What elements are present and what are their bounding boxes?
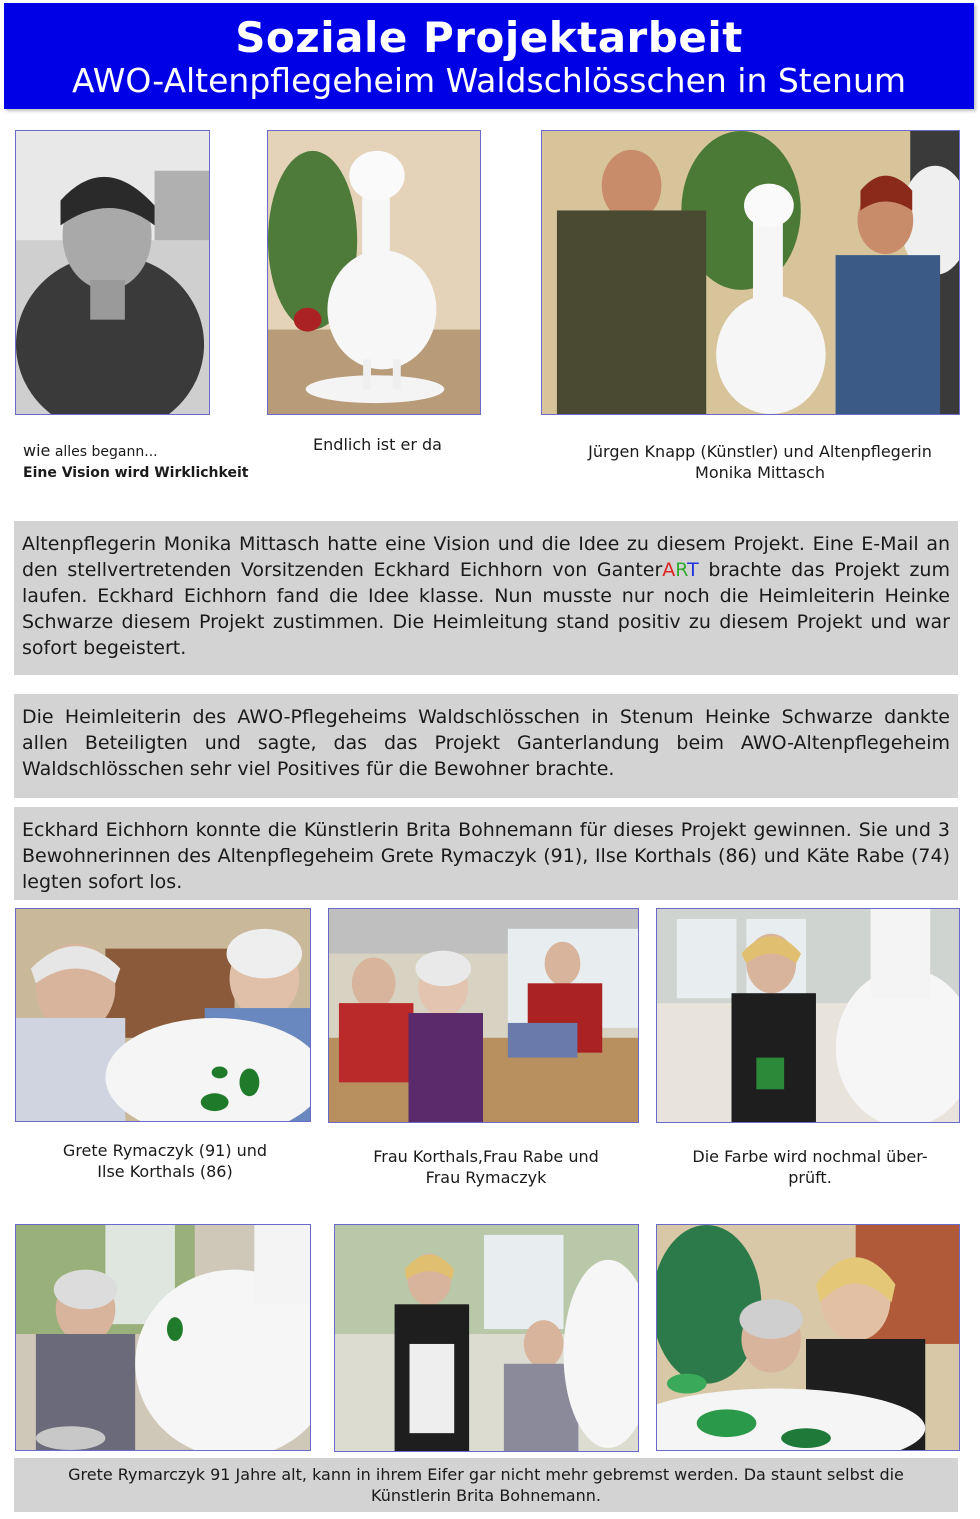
caption-rymaczyk-korthals-line2: Ilse Korthals (86)	[97, 1162, 233, 1181]
text-box-heimleiterin	[14, 694, 958, 798]
photo-artist-checking-paint	[656, 908, 960, 1123]
photo-artist-teaching	[656, 1224, 960, 1451]
page-header	[4, 3, 974, 109]
photo-artist-and-grete	[334, 1224, 639, 1452]
footer-caption-box	[14, 1458, 958, 1512]
caption-vision-rest: alles begann...	[50, 444, 158, 460]
caption-three-women	[333, 1146, 639, 1188]
caption-farbe-line1: Die Farbe wird nochmal über-	[692, 1147, 928, 1166]
caption-rymaczyk-korthals	[15, 1140, 315, 1182]
photo-white-goose-statue	[267, 130, 481, 415]
caption-endlich: Endlich ist er da	[313, 435, 442, 454]
caption-knapp-mittasch-line1: Jürgen Knapp (Künstler) und Altenpflegerin	[588, 442, 932, 461]
caption-three-women-line2: Frau Rymaczyk	[425, 1168, 547, 1187]
caption-vision-bold: Eine Vision wird Wirklichkeit	[23, 465, 249, 481]
text-heimleiterin: Die Heimleiterin des AWO-Pflegeheims Waldschlösschen in Stenum Heinke Schwarze dankte allen Beteiligten und sagte, das das Projekt Ganterlandung beim AWO-Altenpflegeheim Waldschlösschen sehr viel Positives für die Bewohner brachte.	[22, 706, 950, 780]
footer-caption-line2: Künstlerin Brita Bohnemann.	[371, 1486, 601, 1505]
photo-grete-painting	[15, 1224, 311, 1451]
caption-farbe-line2: prüft.	[788, 1168, 832, 1187]
text-box-kuenstlerin	[14, 807, 958, 900]
logo-letter-r: R	[675, 559, 688, 581]
caption-knapp-mittasch-line2: Monika Mittasch	[695, 463, 825, 482]
caption-vision-prefix: wie	[23, 441, 51, 460]
logo-letter-a: A	[662, 559, 676, 581]
page-title: Soziale Projektarbeit	[235, 13, 743, 62]
caption-three-women-line1: Frau Korthals,Frau Rabe und	[373, 1147, 599, 1166]
text-kuenstlerin: Eckhard Eichhorn konnte die Künstlerin Brita Bohnemann für dieses Projekt gewinnen. Sie und 3 Bewohnerinnen des Altenpflegeheim Grete Rymaczyk (91), Ilse Korthals (86) und Käte Rabe (74) legten sofort los.	[22, 819, 950, 893]
caption-vision	[23, 440, 293, 484]
text-vision-part1: Altenpflegerin Monika Mittasch hatte eine Vision und die Idee zu diesem Projekt. Eine E-Mail an den stellvertretenden Vorsitzenden Eckhard Eichhorn von Ganter	[22, 533, 950, 581]
photo-knapp-and-mittasch	[541, 130, 960, 415]
photo-monika-portrait	[15, 130, 210, 415]
caption-rymaczyk-korthals-line1: Grete Rymaczyk (91) und	[62, 1141, 268, 1160]
text-vision-part2: brachte das Projekt zum laufen. Eckhard Eichhorn fand die Idee klasse. Nun musste nur noch die Heimleiterin Heinke Schwarze diesem Projekt zustimmen. Die Heimleitung stand positiv zu diesem Projekt und war sofort begeistert.	[22, 559, 950, 659]
caption-farbe	[660, 1146, 960, 1188]
text-box-vision	[14, 521, 958, 675]
footer-caption-line1: Grete Rymarczyk 91 Jahre alt, kann in ihrem Eifer gar nicht mehr gebremst werden. Da staunt selbst die	[68, 1465, 904, 1484]
caption-knapp-mittasch	[555, 441, 965, 483]
page-subtitle: AWO-Altenpflegeheim Waldschlösschen in Stenum	[71, 61, 907, 100]
photo-three-residents	[328, 908, 639, 1123]
photo-painting-two-women	[15, 908, 311, 1122]
logo-letter-t: T	[687, 559, 699, 581]
